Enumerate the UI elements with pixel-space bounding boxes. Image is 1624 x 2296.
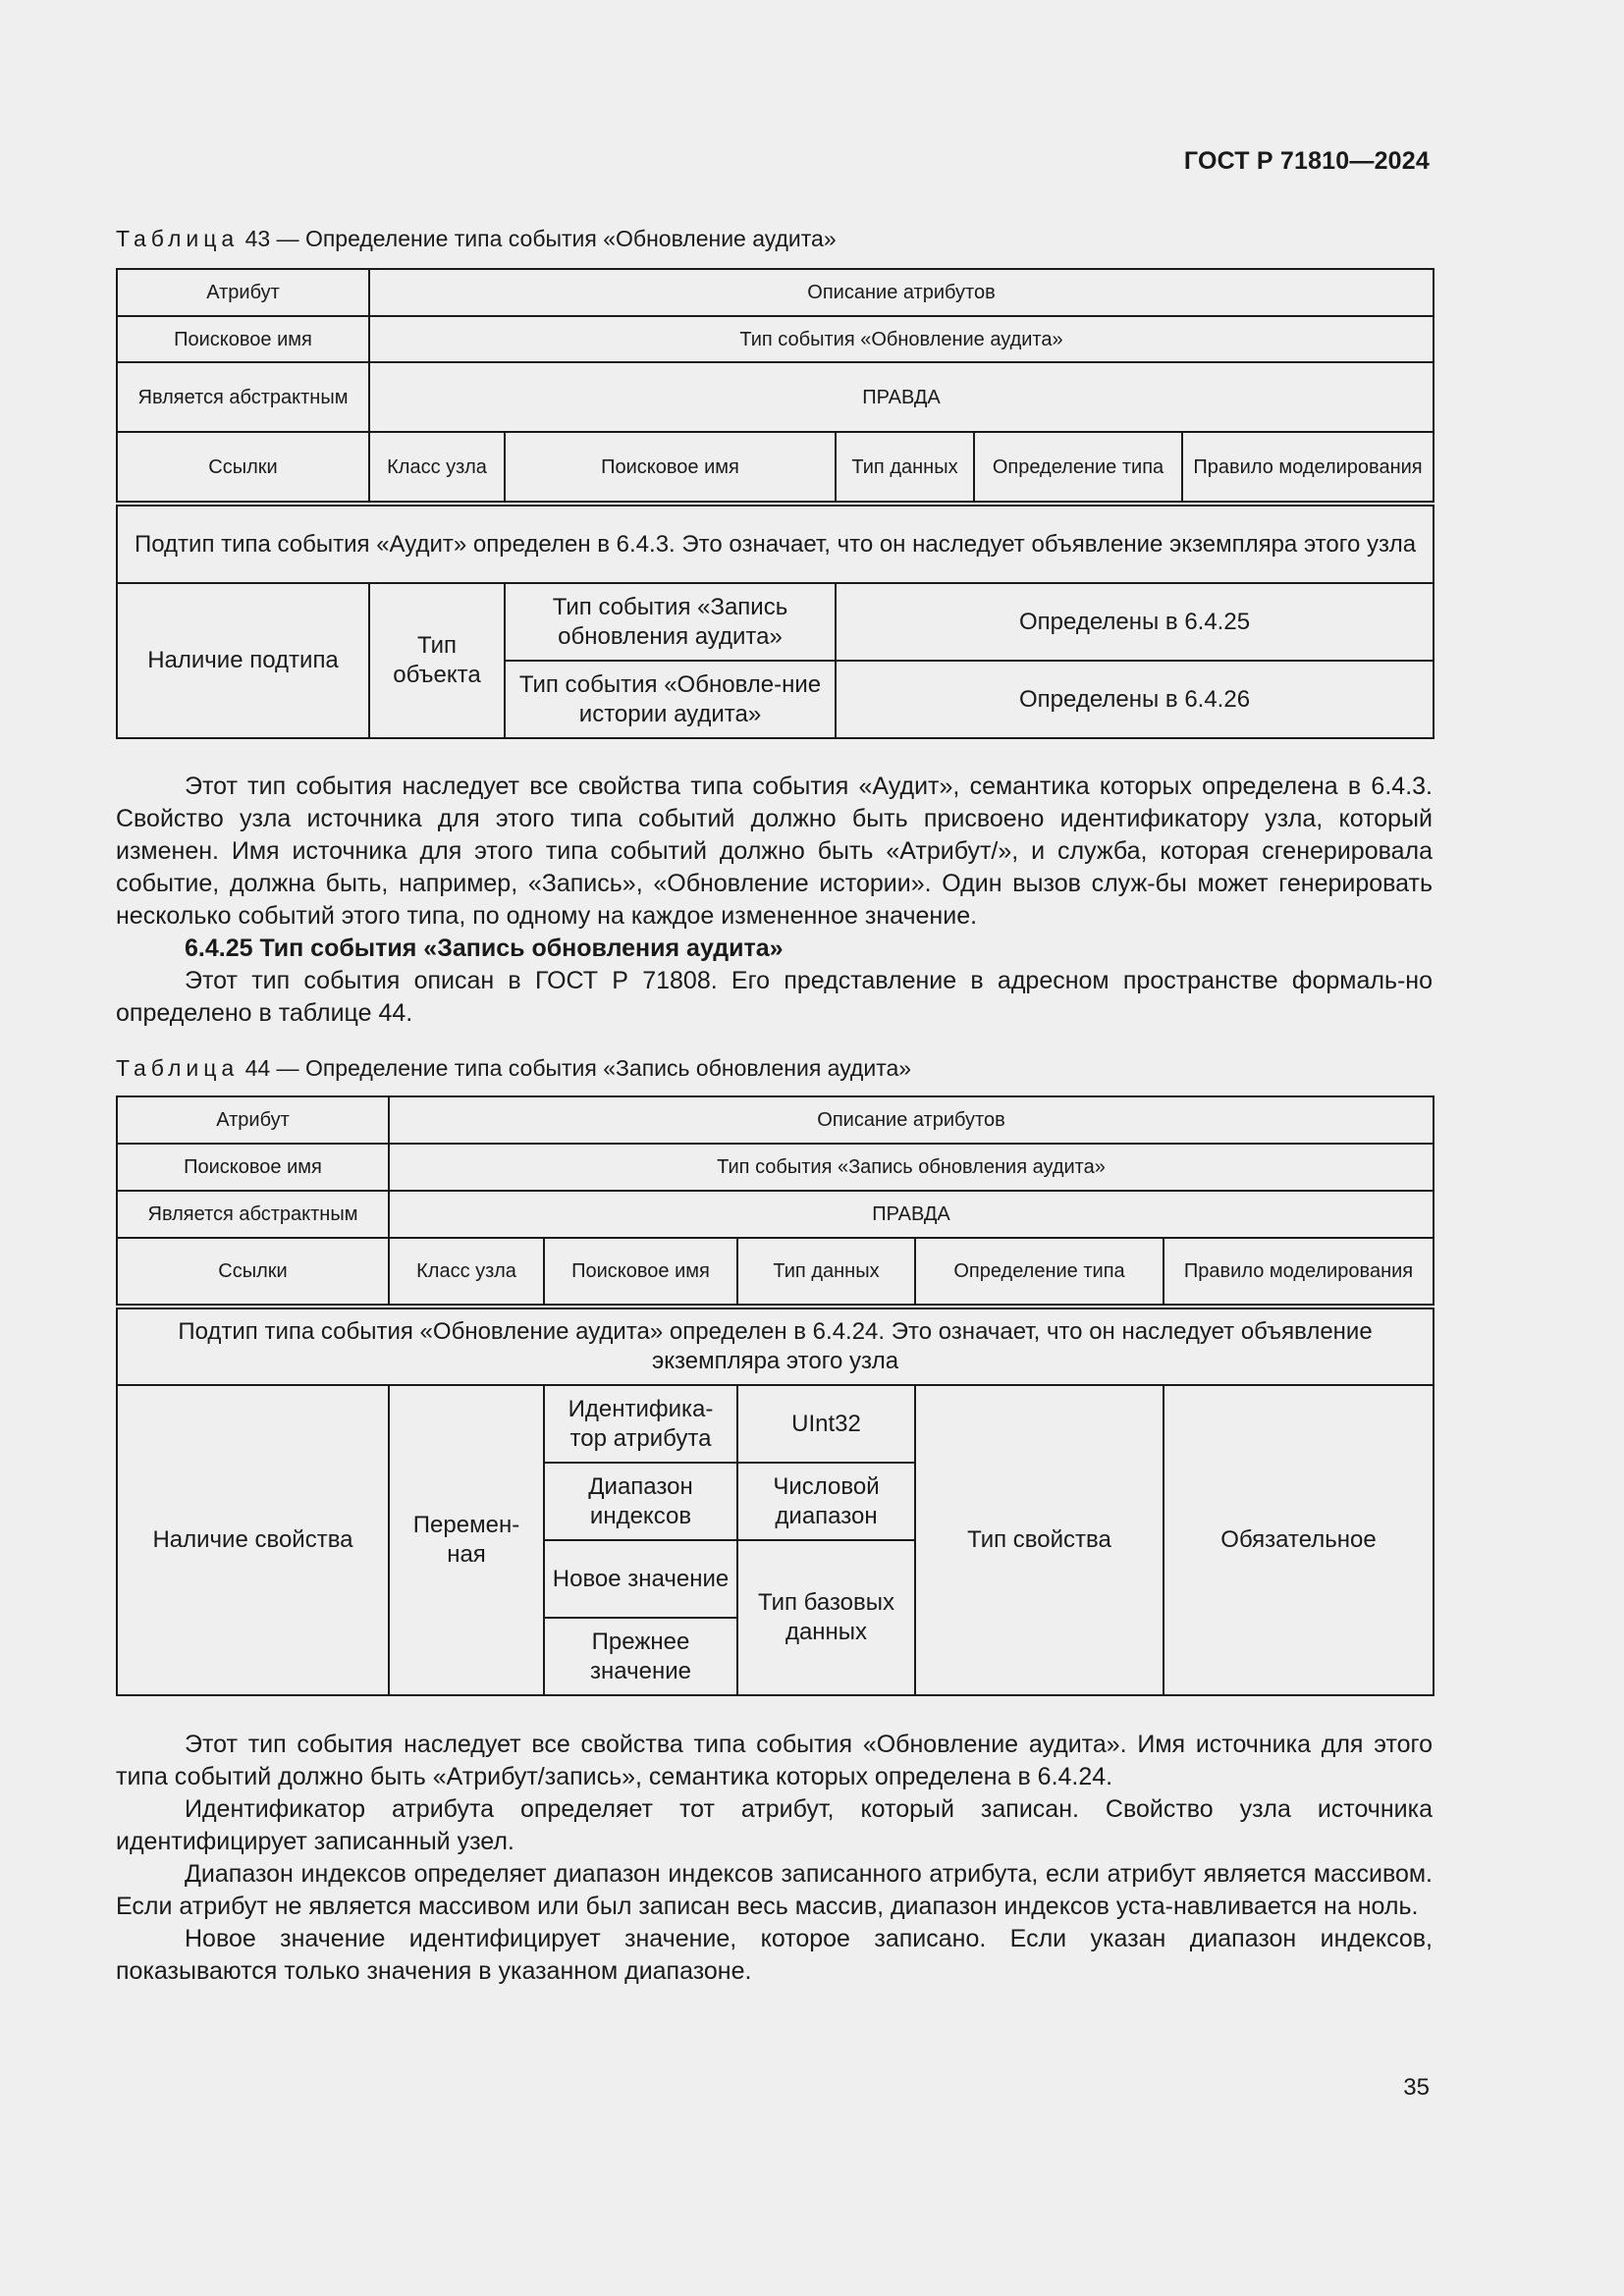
col-modelling-rule: Правило моделирования: [1164, 1238, 1434, 1307]
standard-code: ГОСТ Р 71810—2024: [1183, 147, 1430, 175]
caption-prefix: Таблица: [116, 1055, 240, 1081]
table-row: [117, 1238, 1434, 1307]
references-label: Ссылки: [117, 1238, 389, 1307]
col-type-definition: Определение типа: [915, 1238, 1164, 1307]
table-row: [117, 583, 1434, 661]
property-data-type: Числовой диапазон: [737, 1463, 915, 1540]
paragraph: Идентификатор атрибута определяет тот атрибут, который записан. Свойство узла источника идентифицирует записанный узел.: [116, 1795, 1433, 1855]
page-number: 35: [1403, 2074, 1430, 2101]
table-row: [117, 1144, 1434, 1191]
table-row: [117, 432, 1434, 504]
table-row: [117, 504, 1434, 583]
table-row: [117, 1385, 1434, 1463]
property-name: Новое значение: [544, 1540, 737, 1618]
browse-name-value: Тип события «Обновление аудита»: [369, 316, 1434, 362]
col-data-type: Тип данных: [836, 432, 974, 504]
type-definition-value: Тип свойства: [915, 1385, 1164, 1695]
subtype-note: Подтип типа события «Обновление аудита» определен в 6.4.24. Это означает, что он наследует объявление экземпляра этого узла: [117, 1307, 1434, 1385]
caption-text: 44 — Определение типа события «Запись обновления аудита»: [239, 1055, 912, 1081]
browse-name-label: Поисковое имя: [117, 1144, 389, 1191]
table-row: [117, 1096, 1434, 1144]
table-row: [117, 269, 1434, 316]
node-class-value: Тип объекта: [369, 583, 505, 738]
references-label: Ссылки: [117, 432, 369, 504]
property-name: Идентифика-тор атрибута: [544, 1385, 737, 1463]
has-subtype-label: Наличие подтипа: [117, 583, 369, 738]
table-row: [117, 1307, 1434, 1385]
paragraph: Новое значение идентифицирует значение, которое записано. Если указан диапазон индексов, показываются только значения в указанном диапазоне.: [116, 1925, 1433, 1985]
col-browse-name: Поисковое имя: [505, 432, 836, 504]
desc-header: Описание атрибутов: [369, 269, 1434, 316]
has-property-label: Наличие свойства: [117, 1385, 389, 1695]
subtype-name: Тип события «Запись обновления аудита»: [505, 583, 836, 661]
table-row: [117, 316, 1434, 362]
property-data-type: UInt32: [737, 1385, 915, 1463]
col-type-definition: Определение типа: [974, 432, 1182, 504]
is-abstract-label: Является абстрактным: [117, 362, 369, 432]
attr-header: Атрибут: [117, 1096, 389, 1144]
caption-prefix: Таблица: [116, 226, 240, 251]
paragraph: Диапазон индексов определяет диапазон индексов записанного атрибута, если атрибут является массивом. Если атрибут не является массивом или был записан весь массив, диапазон индексов уста-навливается на ноль.: [116, 1860, 1433, 1920]
table-44: [116, 1095, 1435, 1696]
browse-name-label: Поисковое имя: [117, 316, 369, 362]
paragraph: Этот тип события описан в ГОСТ Р 71808. Его представление в адресном пространстве формаль-но определено в таблице 44.: [116, 967, 1433, 1027]
is-abstract-value: ПРАВДА: [369, 362, 1434, 432]
attr-header: Атрибут: [117, 269, 369, 316]
property-name: Диапазон индексов: [544, 1463, 737, 1540]
paragraph-block: [116, 1729, 1433, 1988]
paragraph-block: [116, 771, 1433, 1030]
desc-header: Описание атрибутов: [389, 1096, 1434, 1144]
col-modelling-rule: Правило моделирования: [1182, 432, 1434, 504]
subtype-note: Подтип типа события «Аудит» определен в 6.4.3. Это означает, что он наследует объявление экземпляра этого узла: [117, 504, 1434, 583]
section-heading: 6.4.25 Тип события «Запись обновления аудита»: [185, 934, 784, 962]
col-data-type: Тип данных: [737, 1238, 915, 1307]
paragraph: Этот тип события наследует все свойства типа события «Аудит», семантика которых определена в 6.4.3. Свойство узла источника для этого типа событий должно быть присвоено идентификатору узла, который изменен. Имя источника для этого типа событий должно быть «Атрибут/», и служба, которая сгенерировала событие, должна быть, например, «Запись», «Обновление истории». Один вызов служ-бы может генерировать несколько событий этого типа, по одному на каждое измененное значение.: [116, 773, 1433, 930]
subtype-definition: Определены в 6.4.26: [836, 661, 1434, 738]
table-43: [116, 268, 1435, 739]
col-node-class: Класс узла: [369, 432, 505, 504]
col-node-class: Класс узла: [389, 1238, 544, 1307]
is-abstract-label: Является абстрактным: [117, 1191, 389, 1238]
property-data-type: Тип базовых данных: [737, 1540, 915, 1695]
subtype-name: Тип события «Обновле-ние истории аудита»: [505, 661, 836, 738]
caption-text: 43 — Определение типа события «Обновление аудита»: [239, 226, 837, 251]
paragraph: Этот тип события наследует все свойства типа события «Обновление аудита». Имя источника для этого типа событий должно быть «Атрибут/запись», семантика которых определена в 6.4.24.: [116, 1731, 1433, 1790]
subtype-definition: Определены в 6.4.25: [836, 583, 1434, 661]
modelling-rule-value: Обязательное: [1164, 1385, 1434, 1695]
browse-name-value: Тип события «Запись обновления аудита»: [389, 1144, 1434, 1191]
table-row: [117, 362, 1434, 432]
table-43-caption: [116, 226, 837, 252]
node-class-value: Перемен-ная: [389, 1385, 544, 1695]
table-row: [117, 1191, 1434, 1238]
col-browse-name: Поисковое имя: [544, 1238, 737, 1307]
table-44-caption: [116, 1055, 911, 1082]
is-abstract-value: ПРАВДА: [389, 1191, 1434, 1238]
property-name: Прежнее значение: [544, 1618, 737, 1695]
